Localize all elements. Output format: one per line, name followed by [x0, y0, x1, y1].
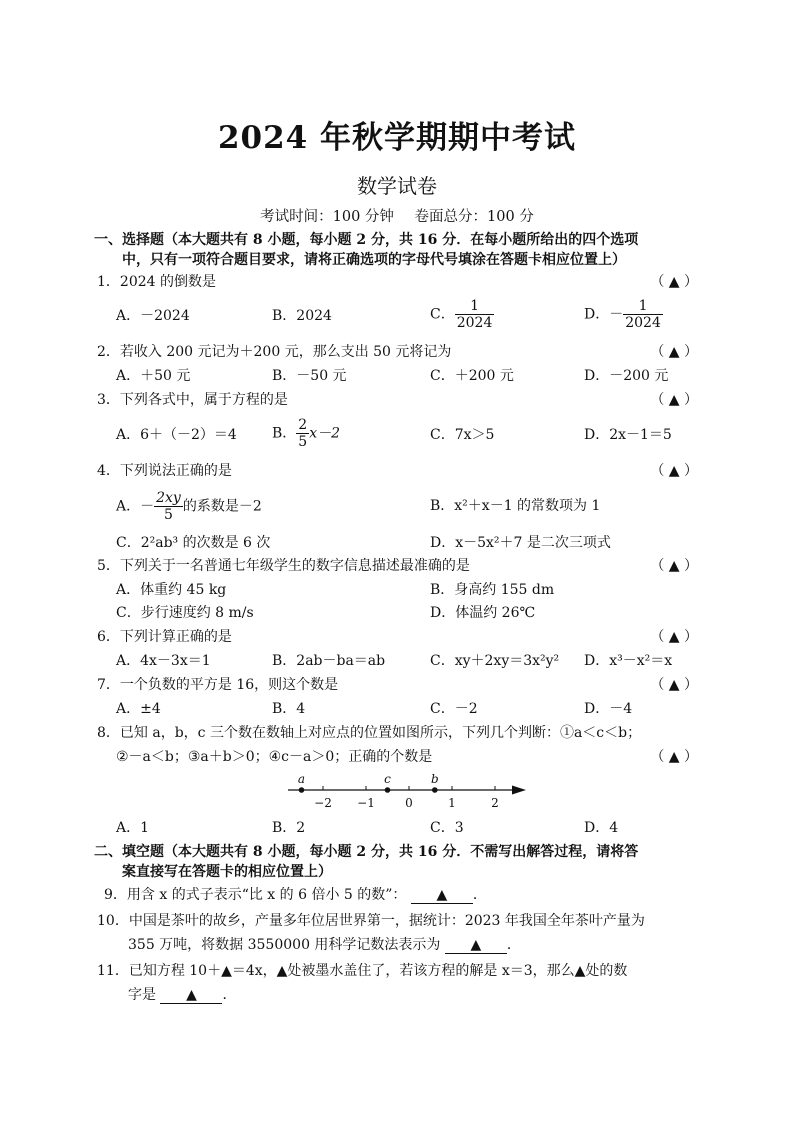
q2-option-d: D．－200 元: [584, 368, 669, 384]
q3-option-d: D．2x－1＝5: [584, 427, 672, 443]
q11-stem-tail: 字是: [128, 987, 156, 1003]
q1-option-c-fraction: [455, 298, 495, 331]
q7-option-d: D．－4: [584, 701, 633, 717]
q7-option-c: C．－2: [430, 701, 478, 717]
exam-score: 卷面总分：100 分: [414, 209, 534, 225]
q8-answer-mark: （ ▲ ）: [650, 749, 698, 765]
q1-option-b: B．2024: [272, 308, 332, 324]
q3-stem: 3．下列各式中，属于方程的是: [97, 392, 288, 408]
number-line-point-c: [385, 787, 391, 793]
q4-option-b: B．x²＋x－1 的常数项为 1: [430, 498, 601, 514]
number-line-tick-label: 0: [405, 796, 413, 810]
q1-c-denominator: 2024: [456, 315, 493, 331]
q3-option-c: C．7x＞5: [430, 427, 495, 443]
q1-option-c: [430, 298, 494, 331]
q6-option-a: A．4x－3x＝1: [116, 653, 211, 669]
q5-option-a: A．体重约 45 kg: [116, 582, 227, 598]
q8-option-b: B．2: [272, 820, 306, 836]
number-line-point-b: [432, 787, 438, 793]
number-line-point-label: c: [384, 772, 391, 786]
exam-time: 考试时间：100 分钟: [260, 209, 394, 225]
q4-a-denominator: 5: [164, 507, 173, 523]
q1-stem: 1．2024 的倒数是: [97, 274, 216, 290]
q10-answer-blank[interactable]: ▲: [445, 937, 507, 954]
q2-option-b: B．－50 元: [272, 368, 347, 384]
number-line-arrow: [512, 786, 526, 795]
q8-stem-line1: 8．已知 a，b，c 三个数在数轴上对应点的位置如图所示，下列几个判断：①a＜c＜b；: [97, 725, 642, 741]
q5-stem: 5．下列关于一名普通七年级学生的数字信息描述最准确的是: [97, 558, 470, 574]
q10-line1: 10．中国是茶叶的故乡，产量多年位居世界第一，据统计：2023 年我国全年茶叶产量为: [97, 913, 645, 929]
q7-option-a: A．±4: [116, 701, 161, 717]
q7-stem: 7．一个负数的平方是 16，则这个数是: [97, 677, 339, 693]
q4-option-a: [116, 490, 262, 523]
q1-d-numerator: 1: [623, 298, 663, 315]
q4-option-c: C．2²ab³ 的次数是 6 次: [116, 535, 271, 551]
section1-heading-1: 一、选择题（本大题共有 8 小题，每小题 2 分，共 16 分．在每小题所给出的四个选项: [94, 232, 639, 248]
q9-line: [104, 885, 487, 905]
q1-option-d-label: D．－: [584, 306, 624, 323]
exam-info: [0, 205, 794, 226]
q11-answer-blank[interactable]: ▲: [160, 987, 222, 1004]
q2-option-a: A．＋50 元: [116, 368, 191, 384]
number-line-tick-label: −1: [357, 796, 375, 810]
q10-line2: [128, 935, 521, 955]
q2-answer-mark: （ ▲ ）: [650, 344, 698, 360]
number-line-tick-label: 1: [448, 796, 456, 810]
section2-heading-2: 案直接写在答题卡的相应位置上）: [122, 864, 332, 880]
section1-heading-2: 中，只有一项符合题目要求，请将正确选项的字母代号填涂在答题卡相应位置上）: [122, 252, 626, 268]
q6-option-b: B．2ab－ba＝ab: [272, 653, 386, 669]
q6-option-d: D．x³－x²＝x: [584, 653, 673, 669]
q4-option-a-label: A．－: [116, 498, 155, 515]
q3-b-numerator: 2: [298, 417, 308, 433]
q5-option-b: B．身高约 155 dm: [430, 582, 555, 598]
q1-option-d-fraction: [623, 298, 663, 331]
q4-stem: 4．下列说法正确的是: [97, 463, 232, 479]
exam-subtitle: 数学试卷: [357, 174, 437, 198]
q11-end: ．: [222, 987, 237, 1003]
number-line-tick-label: −2: [314, 796, 332, 810]
q6-option-c: C．xy＋2xy＝3x²y²: [430, 653, 560, 669]
number-line-point-a: [299, 787, 305, 793]
section2-heading-1: 二、填空题（本大题共有 8 小题，每小题 2 分，共 16 分．不需写出解答过程，请将答: [94, 844, 639, 860]
q1-option-c-label: C．: [430, 306, 455, 323]
q7-option-b: B．4: [272, 701, 306, 717]
q1-option-d: [584, 298, 663, 331]
q9-stem: 9．用含 x 的式子表示“比 x 的 6 倍小 5 的数”：: [104, 887, 407, 903]
q2-option-c: C．＋200 元: [430, 368, 514, 384]
q4-option-d: D．x－5x²＋7 是二次三项式: [430, 535, 611, 551]
q8-option-c: C．3: [430, 820, 464, 836]
q3-answer-mark: （ ▲ ）: [650, 392, 698, 408]
q11-line2: [128, 985, 236, 1005]
q2-stem: 2．若收入 200 元记为＋200 元，那么支出 50 元将记为: [97, 344, 452, 360]
number-line-point-label: b: [430, 772, 439, 786]
q10-end: ．: [506, 937, 521, 953]
q3-option-b: [272, 417, 340, 450]
q5-option-d: D．体温约 26℃: [430, 605, 536, 621]
q1-c-numerator: 1: [455, 298, 495, 315]
number-line-point-label: a: [297, 772, 306, 786]
q10-stem-tail: 355 万吨，将数据 3550000 用科学记数法表示为: [128, 937, 441, 953]
q3-option-b-tail: x－2: [309, 425, 341, 442]
q1-d-denominator: 2024: [625, 315, 661, 331]
q9-answer-blank[interactable]: ▲: [411, 887, 473, 904]
q4-answer-mark: （ ▲ ）: [650, 463, 698, 479]
q5-option-c: C．步行速度约 8 m/s: [116, 605, 254, 621]
q3-option-b-fraction: [296, 417, 309, 450]
q4-a-numerator: 2xy: [156, 490, 181, 506]
q3-option-b-label: B．: [272, 425, 297, 442]
q4-option-a-tail: 的系数是－2: [182, 498, 262, 515]
q7-answer-mark: （ ▲ ）: [650, 677, 698, 693]
q6-stem: 6．下列计算正确的是: [97, 629, 232, 645]
q11-line1: 11．已知方程 10＋▲＝4x，▲处被墨水盖住了，若该方程的解是 x＝3，那么▲处的数: [97, 963, 628, 979]
q8-stem-line2: ②－a＜b；③a＋b＞0；④c－a＞0；正确的个数是: [116, 749, 433, 765]
number-line-tick-label: 2: [491, 796, 499, 810]
q3-option-a: A．6＋（－2）＝4: [116, 427, 237, 443]
q9-end: ．: [472, 887, 487, 903]
q6-answer-mark: （ ▲ ）: [650, 629, 698, 645]
q4-option-a-fraction: [154, 490, 183, 523]
q5-answer-mark: （ ▲ ）: [650, 558, 698, 574]
q8-option-a: A．1: [116, 820, 150, 836]
q1-answer-mark: （ ▲ ）: [650, 274, 698, 290]
exam-title: 2024 年秋学期期中考试: [217, 120, 577, 156]
q1-option-a: A．－2024: [116, 308, 190, 324]
q8-option-d: D．4: [584, 820, 619, 836]
q3-b-denominator: 5: [298, 434, 308, 450]
